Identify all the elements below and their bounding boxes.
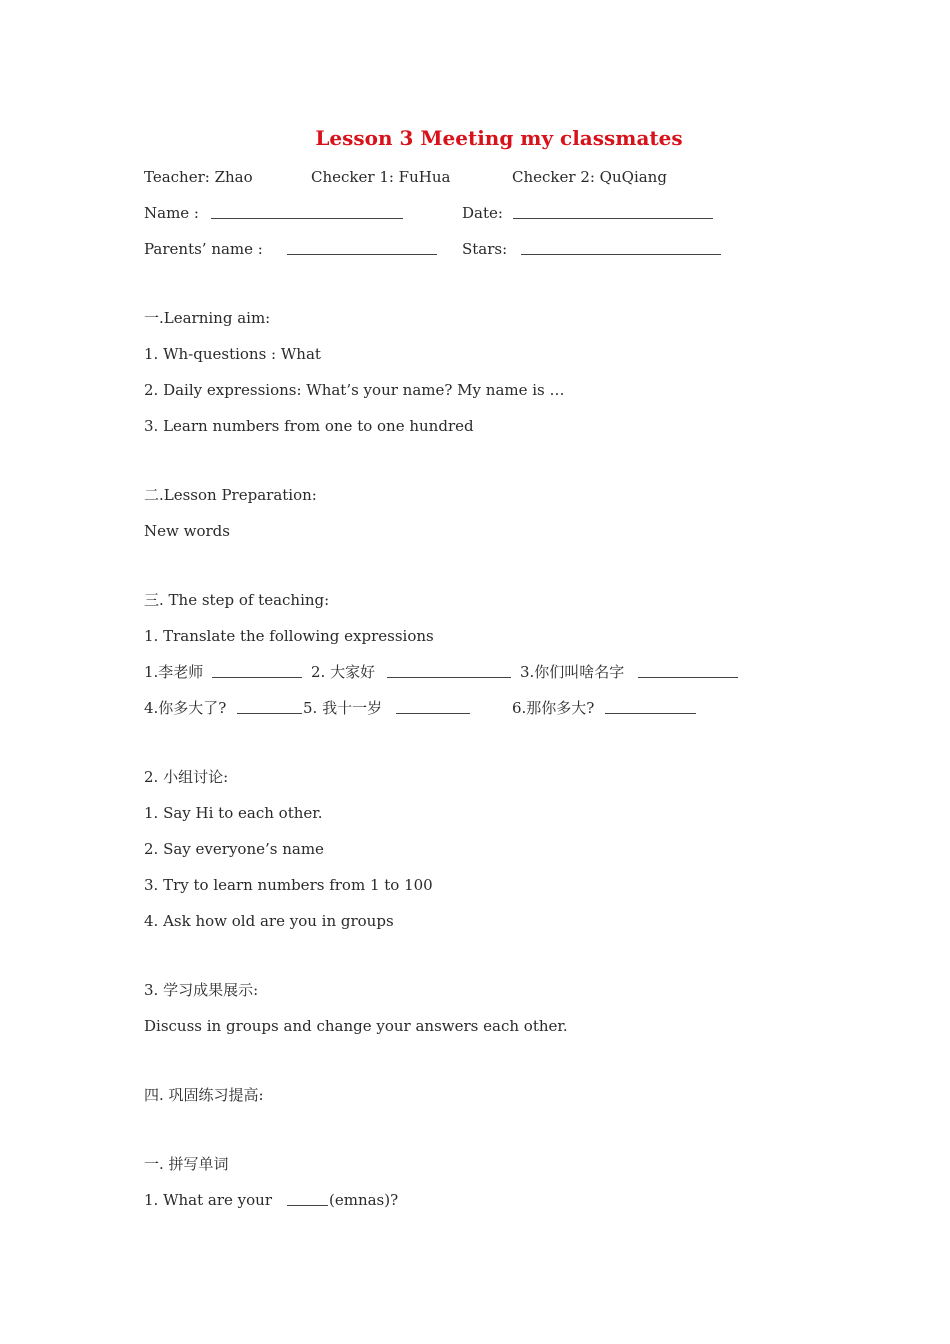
date-label: Date: bbox=[462, 204, 503, 222]
parents-name-blank bbox=[287, 239, 437, 255]
discussion-item: 3. Try to learn numbers from 1 to 100 bbox=[144, 876, 433, 894]
translate-item-3: 3.你们叫啥名字 bbox=[520, 663, 625, 681]
stars-blank bbox=[521, 239, 721, 255]
name-blank bbox=[211, 203, 403, 219]
translate-item-5: 5. 我十一岁 bbox=[303, 699, 383, 717]
discussion-item: 2. Say everyone’s name bbox=[144, 840, 324, 858]
translate-blank-4 bbox=[237, 698, 302, 714]
parents-name-label: Parents’ name : bbox=[144, 240, 263, 258]
name-label: Name : bbox=[144, 204, 199, 222]
discussion-item: 1. Say Hi to each other. bbox=[144, 804, 323, 822]
new-words-text: New words bbox=[144, 522, 230, 540]
spelling-heading: 一. 拼写单词 bbox=[144, 1155, 229, 1173]
date-blank bbox=[513, 203, 713, 219]
teacher-label: Teacher: Zhao bbox=[144, 168, 253, 186]
results-text: Discuss in groups and change your answers each other. bbox=[144, 1017, 568, 1035]
question-1-prefix: 1. What are your bbox=[144, 1191, 277, 1209]
section-2-heading: 二.Lesson Preparation: bbox=[144, 486, 317, 504]
translate-item-6: 6.那你多大? bbox=[512, 699, 595, 717]
translate-blank-6 bbox=[605, 698, 696, 714]
stars-label: Stars: bbox=[462, 240, 508, 258]
checker-1-label: Checker 1: FuHua bbox=[311, 168, 451, 186]
question-1-suffix: (emnas)? bbox=[329, 1191, 399, 1209]
aim-item: 2. Daily expressions: What’s your name? My name is … bbox=[144, 381, 565, 399]
translate-item-1: 1.李老师 bbox=[144, 663, 204, 681]
translate-blank-1 bbox=[212, 662, 302, 678]
page-title: Lesson 3 Meeting my classmates bbox=[315, 126, 683, 150]
question-1-blank bbox=[287, 1190, 328, 1206]
translate-heading: 1. Translate the following expressions bbox=[144, 627, 434, 645]
aim-item: 3. Learn numbers from one to one hundred bbox=[144, 417, 474, 435]
section-4-heading: 四. 巩固练习提高: bbox=[144, 1086, 264, 1104]
translate-item-4: 4.你多大了? bbox=[144, 699, 227, 717]
group-discussion-heading: 2. 小组讨论: bbox=[144, 768, 229, 786]
checker-2-label: Checker 2: QuQiang bbox=[512, 168, 667, 186]
translate-blank-3 bbox=[638, 662, 738, 678]
discussion-item: 4. Ask how old are you in groups bbox=[144, 912, 394, 930]
translate-blank-2 bbox=[387, 662, 511, 678]
section-3-heading: 三. The step of teaching: bbox=[144, 591, 330, 609]
translate-blank-5 bbox=[396, 698, 470, 714]
aim-item: 1. Wh-questions : What bbox=[144, 345, 321, 363]
results-heading: 3. 学习成果展示: bbox=[144, 981, 259, 999]
translate-item-2: 2. 大家好 bbox=[311, 663, 376, 681]
section-1-heading: 一.Learning aim: bbox=[144, 309, 271, 327]
